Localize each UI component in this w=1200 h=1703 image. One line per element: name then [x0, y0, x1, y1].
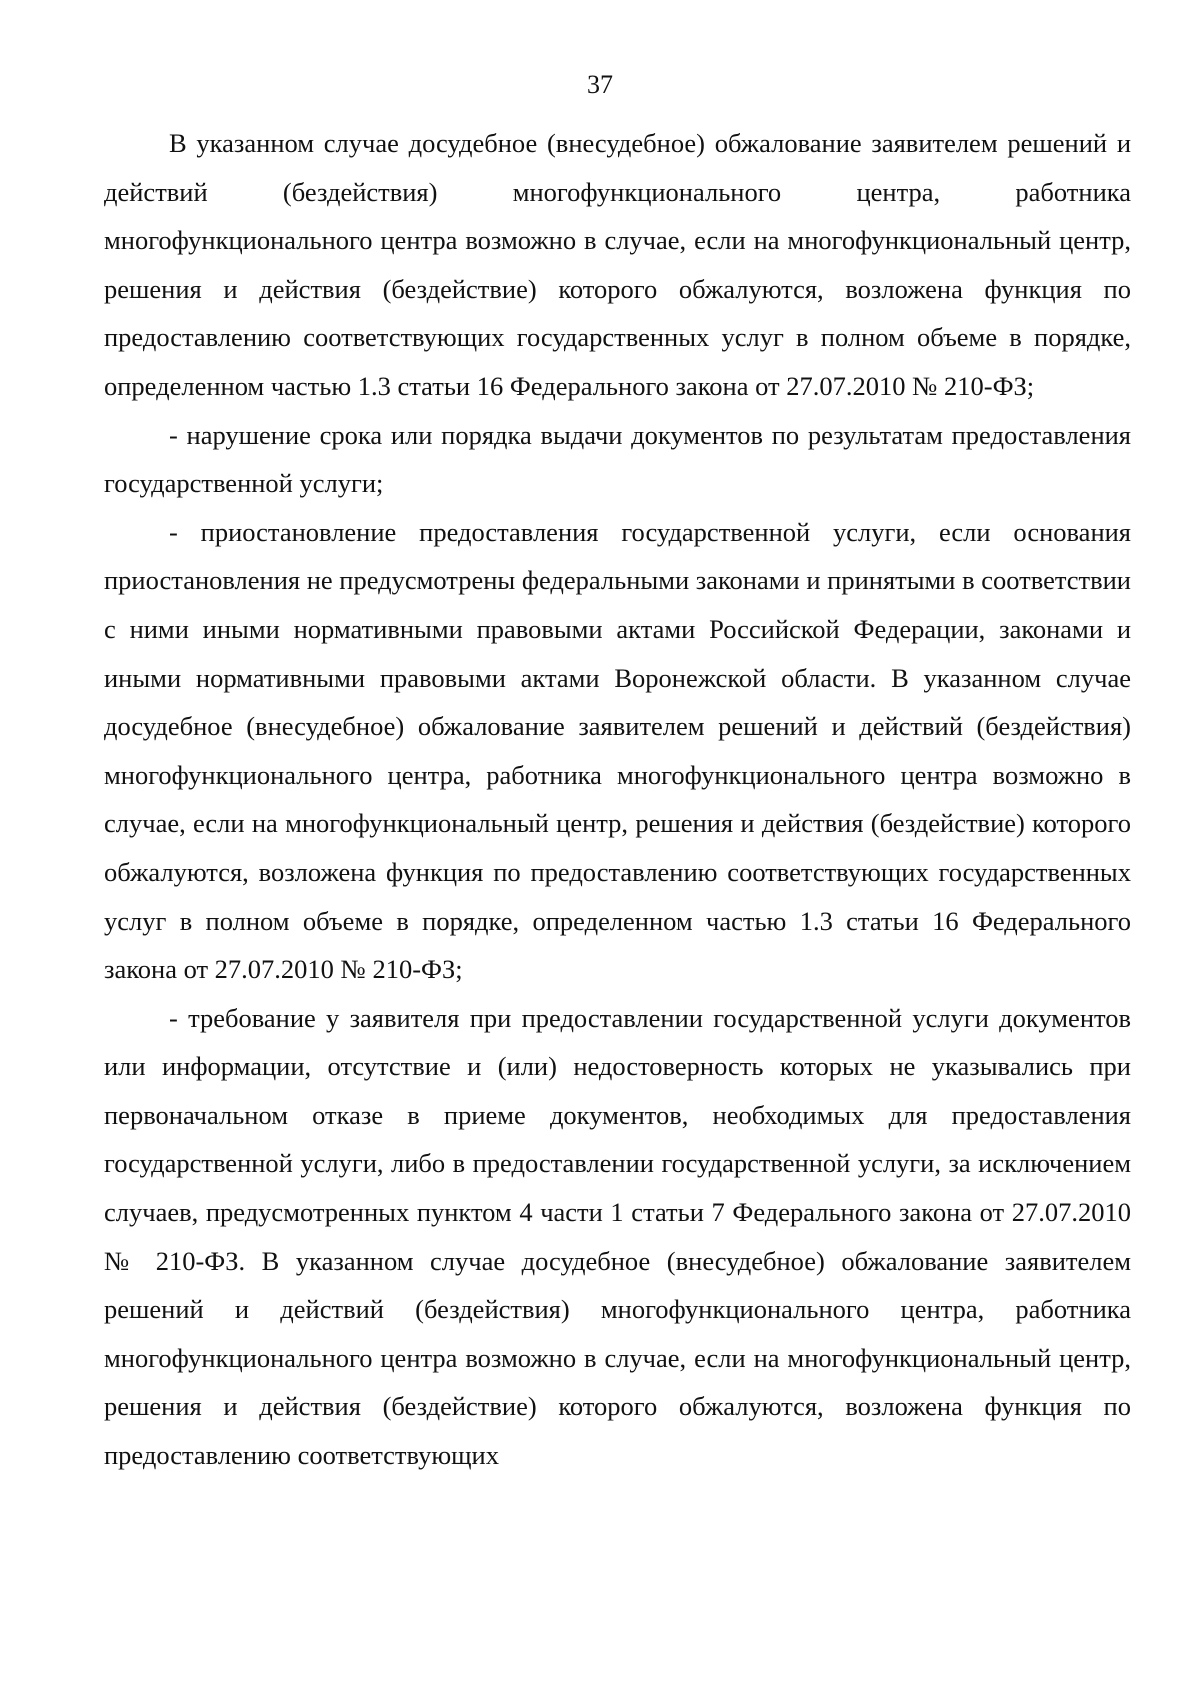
page-number: 37 [587, 70, 613, 99]
paragraph: - приостановление предоставления государственной услуги, если основания приостановления не предусмотрены федеральными законами и принятыми в соответствии с ними иными нормативными правовыми актами Российской Федерации, законами и иными нормативными правовыми актами Воронежской области. В указанном случае досудебное (внесудебное) обжалование заявителем решений и действий (бездействия) многофункционального центра, работника многофункционального центра возможно в случае, если на многофункциональный центр, решения и действия (бездействие) которого обжалуются, возложена функция по предоставлению соответствующих государственных услуг в полном объеме в порядке, определенном частью 1.3 статьи 16 Федерального закона от 27.07.2010 № 210-ФЗ; [104, 516, 1131, 985]
paragraph: В указанном случае досудебное (внесудебное) обжалование заявителем решений и действий (бездействия) многофункционального центра, работника многофункционального центра возможно в случае, если на многофункциональный центр, решения и действия (бездействие) которого обжалуются, возложена функция по предоставлению соответствующих государственных услуг в полном объеме в порядке, определенном частью 1.3 статьи 16 Федерального закона от 27.07.2010 № 210-ФЗ; [104, 128, 1131, 401]
document-body [104, 119, 1131, 1480]
paragraph: - нарушение срока или порядка выдачи документов по результатам предоставления государственной услуги; [104, 419, 1131, 499]
paragraph: - требование у заявителя при предоставлении государственной услуги документов или информации, отсутствие и (или) недостоверность которых не указывались при первоначальном отказе в приеме документов, необходимых для предоставления государственной услуги, либо в предоставлении государственной услуги, за исключением случаев, предусмотренных пунктом 4 части 1 статьи 7 Федерального закона от 27.07.2010 № 210-ФЗ. В указанном случае досудебное (внесудебное) обжалование заявителем решений и действий (бездействия) многофункционального центра, работника многофункционального центра возможно в случае, если на многофункциональный центр, решения и действия (бездействие) которого обжалуются, возложена функция по предоставлению соответствующих [104, 1002, 1131, 1471]
